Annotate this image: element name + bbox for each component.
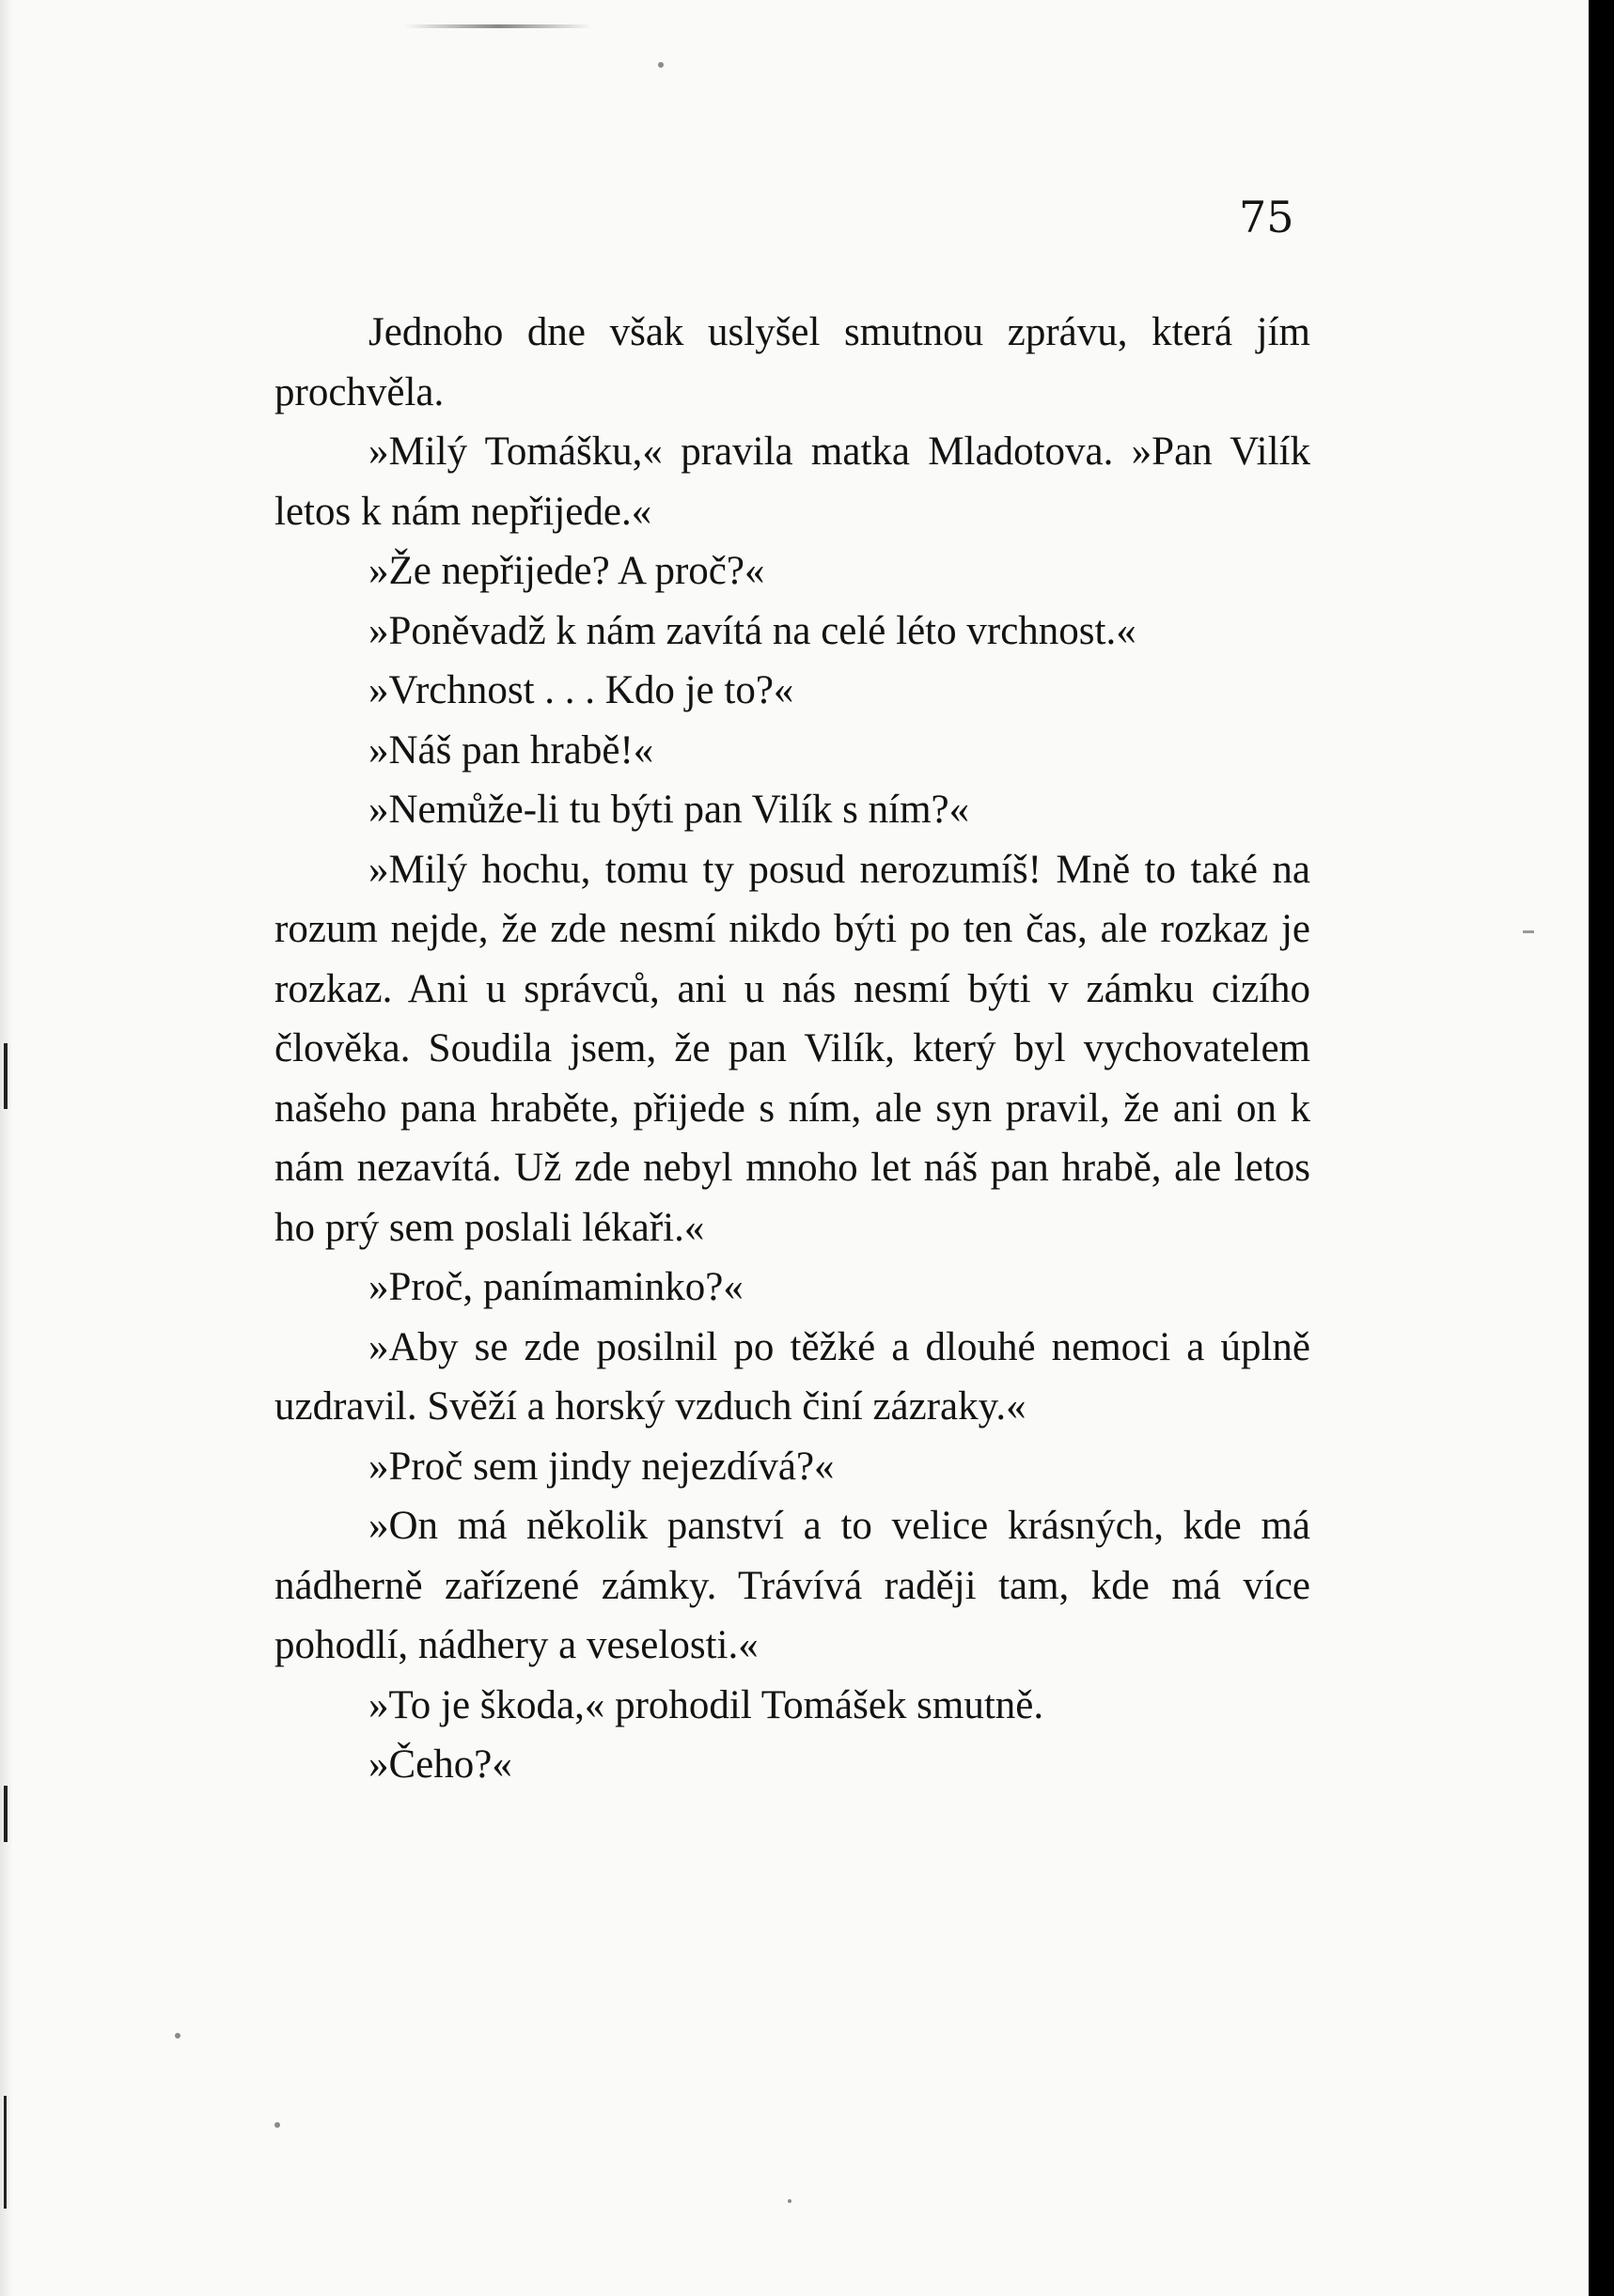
paragraph: »Čeho?« [368,1742,512,1787]
paragraph: »Že nepřijede? A proč?« [368,549,765,593]
paragraph: »Proč sem jindy nejezdívá?« [368,1444,835,1489]
paragraph: »To je škoda,« prohodil Tomášek smutně. [368,1682,1044,1727]
paragraph: »Náš pan hrabě!« [368,727,654,773]
scan-edge-mark [4,1043,8,1109]
paragraph: »Nemůže-li tu býti pan Vilík s ním?« [368,788,970,832]
paragraph: »Vrchnost . . . Kdo je to?« [368,668,794,712]
scan-edge-mark [4,1786,8,1842]
scan-speck [788,2199,791,2203]
page-edge-shadow [0,0,13,2296]
paragraph: »Milý Tomášku,« pravila matka Mladotova. »Pan Vilík letos k nám nepřijede.« [274,430,1310,534]
scan-mark [1523,930,1534,933]
scan-speck [274,2122,280,2128]
paragraph: »Milý hochu, tomu ty posud nerozumíš! Mně to také na rozum nejde, že zde nesmí nikdo býti po ten čas, ale rozkaz je rozkaz. Ani u správců, ani u nás nesmí býti v zámku cizího člověka. Soudila jsem, že pan Vilík, který byl vychovatelem našeho pana hraběte, přijede s ním, ale syn pravil, že ani on k nám nezavítá. Už zde nebyl mnoho let náš pan hrabě, ale letos ho prý sem poslali lékaři.« [274,847,1310,1250]
paragraph: »On má několik panství a to velice krásných, kde má nádherně zařízené zámky. Trávívá raději tam, kde má více pohodlí, nádhery a veselosti.« [274,1504,1310,1667]
scan-smudge [404,24,592,28]
scan-edge-mark [4,2096,7,2209]
body-text [274,303,1310,1795]
paragraph: »Proč, panímaminko?« [368,1265,744,1309]
scan-speck [175,2033,180,2038]
paragraph: »Poněvadž k nám zavítá na celé léto vrchnost.« [368,608,1136,653]
paragraph: Jednoho dne však uslyšel smutnou zprávu, která jím prochvěla. [274,310,1310,414]
scan-speck [658,62,664,68]
page-number: 75 [1239,192,1294,242]
paragraph: »Aby se zde posilnil po těžké a dlouhé nemoci a úplně uzdravil. Svěží a horský vzduch činí zázraky.« [274,1324,1310,1429]
